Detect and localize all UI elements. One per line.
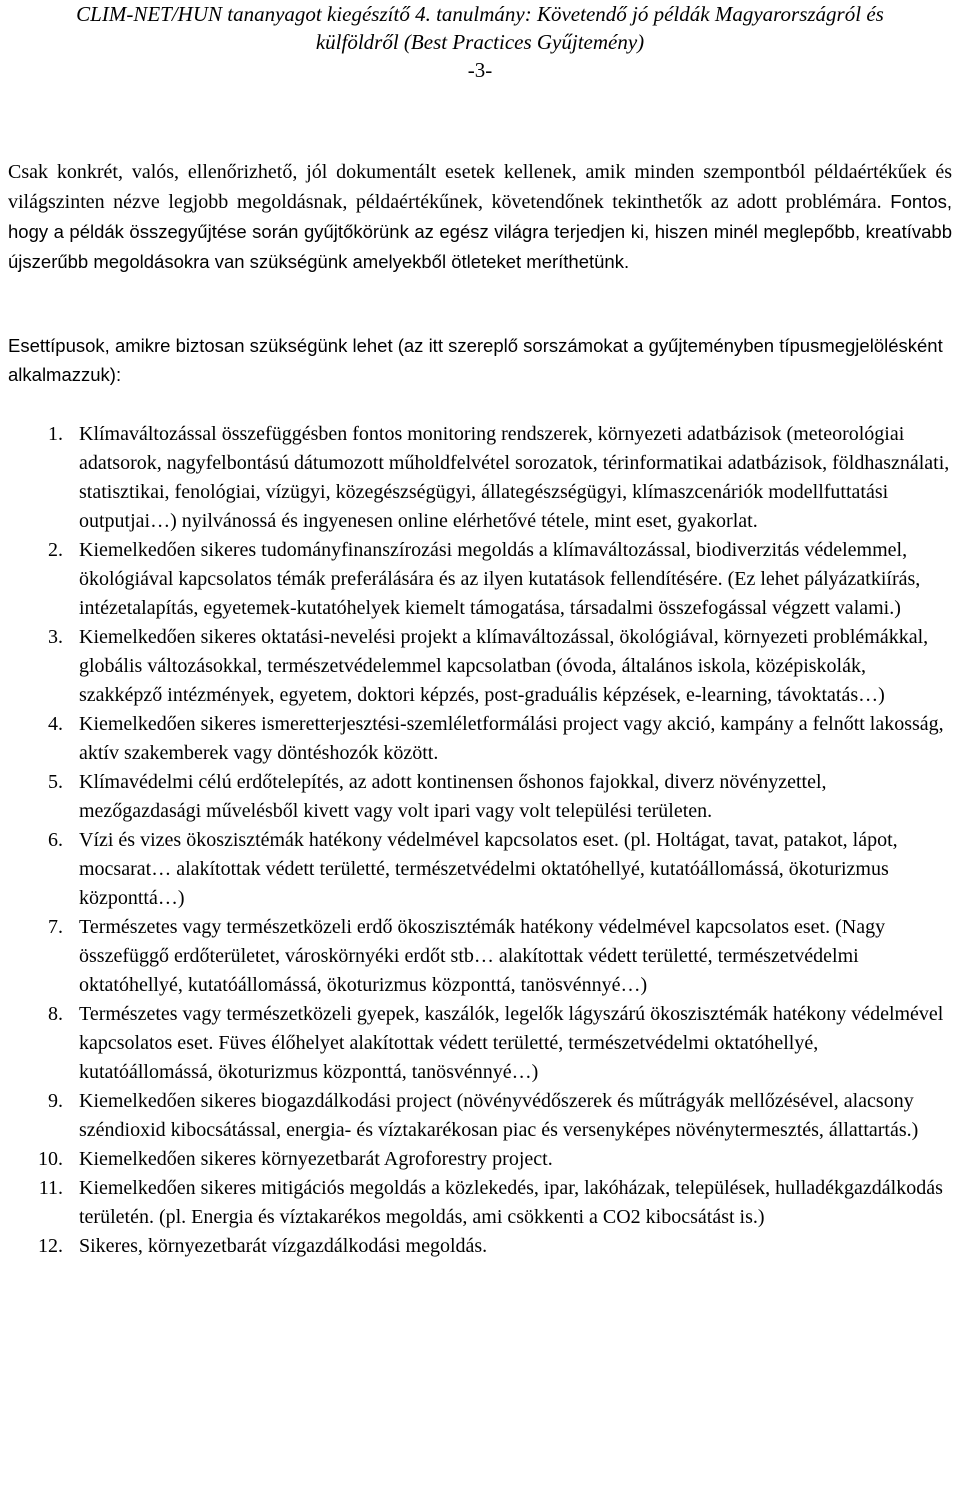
- intro-sans-text: Fontos, hogy a példák összegyűjtése során gyűjtőkörünk az egész világra terjedjen ki, hiszen minél meglepőbb, kreatívabb újszerűbb megoldásokra van szükségünk amelyekből ötleteket meríthetünk.: [8, 191, 952, 272]
- case-type-item: [0, 1000, 960, 1087]
- case-type-item: [0, 710, 960, 768]
- case-type-item: [0, 420, 960, 536]
- case-type-number: 2.: [48, 539, 63, 561]
- case-type-item: [0, 913, 960, 1000]
- case-type-text: Kiemelkedően sikeres környezetbarát Agroforestry project.: [79, 1148, 553, 1170]
- case-type-number: 6.: [48, 829, 63, 851]
- case-type-number: 11.: [38, 1177, 63, 1199]
- header-line-1: CLIM-NET/HUN tananyagot kiegészítő 4. tanulmány: Követendő jó példák Magyarországról és: [76, 2, 884, 26]
- case-type-number: 3.: [48, 626, 63, 648]
- case-type-text: Sikeres, környezetbarát vízgazdálkodási megoldás.: [79, 1235, 488, 1257]
- case-type-text: Természetes vagy természetközeli gyepek, kaszálók, legelők lágyszárú ökoszisztémák hatékony védelmével kapcsolatos eset. Füves élőhelyet alakítottak védett területté, természetvédelmi oktatóhellyé, kutatóállomássá, ökoturizmus központtá, tanösvénnyé…): [79, 1003, 944, 1083]
- case-type-number: 8.: [48, 1003, 63, 1025]
- case-type-number: 4.: [48, 713, 63, 735]
- intro-serif-text: Csak konkrét, valós, ellenőrizhető, jól dokumentált esetek kellenek, amik minden szempontból példaértékűek és világszinten nézve legjobb megoldásnak, példaértékűnek, követendőnek tekinthetők az adott problémára.: [8, 161, 952, 213]
- case-type-text: Kiemelkedően sikeres mitigációs megoldás a közlekedés, ipar, lakóházak, települések, hulladékgazdálkodás területén. (pl. Energia és víztakarékos megoldás, ami csökkenti a CO2 kibocsátást is.): [79, 1177, 943, 1228]
- case-type-number: 12.: [38, 1235, 63, 1257]
- case-type-number: 7.: [48, 916, 63, 938]
- case-type-text: Kiemelkedően sikeres oktatási-nevelési projekt a klímaváltozással, ökológiával, környezeti problémákkal, globális változásokkal, természetvédelemmel kapcsolatban (óvoda, általános iskola, középiskolák, szakképző intézmények, egyetem, doktori képzés, post-graduális képzések, e-learning, távoktatás…): [79, 626, 929, 706]
- case-type-item: [0, 623, 960, 710]
- header-line-2: külföldről (Best Practices Gyűjtemény): [315, 30, 645, 54]
- case-type-number: 10.: [38, 1148, 63, 1170]
- case-type-text: Klímaváltozással összefüggésben fontos monitoring rendszerek, környezeti adatbázisok (meteorológiai adatsorok, nagyfelbontású dátumozott műholdfelvétel sorozatok, térinformatikai adatbázisok, földhasználati, statisztikai, fenológiai, vízügyi, közegészségügyi, állategészségügyi, klímaszcenáriók modellfuttatási outputjai…) nyilvánossá és ingyenesen online elérhetővé tétele, mint eset, gyakorlat.: [79, 423, 950, 532]
- case-type-text: Klímavédelmi célú erdőtelepítés, az adott kontinensen őshonos fajokkal, diverz növényzettel, mezőgazdasági művelésből kivett vagy volt ipari vagy volt települési területen.: [79, 771, 827, 822]
- case-type-number: 9.: [48, 1090, 63, 1112]
- case-type-text: Vízi és vizes ökoszisztémák hatékony védelmével kapcsolatos eset. (pl. Holtágat, tavat, patakot, lápot, mocsarat… alakítottak védett területté, természetvédelmi oktatóhellyé, kutatóállomássá, ökoturizmus központtá…): [79, 829, 898, 909]
- case-type-item: [0, 536, 960, 623]
- case-type-text: Kiemelkedően sikeres tudományfinanszírozási megoldás a klímaváltozással, biodiverzitás védelemmel, ökológiával kapcsolatos témák preferálására és az ilyen kutatások fellendítésére. (Ez lehet pályázatkiírás, intézetalapítás, egyetemek-kutatóhelyek kiemelt támogatása, társadalmi összefogással végzett valami.): [79, 539, 921, 619]
- case-type-text: Természetes vagy természetközeli erdő ökoszisztémák hatékony védelmével kapcsolatos eset. (Nagy összefüggő erdőterületet, városkörnyéki erdőt stb… alakítottak védett területté, természetvédelmi oktatóhellyé, kutatóállomássá, ökoturizmus központtá, tanösvénnyé…): [79, 916, 886, 996]
- case-type-item: [0, 768, 960, 826]
- case-type-text: Kiemelkedően sikeres ismeretterjesztési-szemléletformálási project vagy akció, kampány a felnőtt lakosság, aktív szakemberek vagy döntéshozók között.: [79, 713, 944, 764]
- case-type-text: Kiemelkedően sikeres biogazdálkodási project (növényvédőszerek és műtrágyák mellőzésével, alacsony széndioxid kibocsátással, energia- és víztakarékosan piac és versenyképes növénytermesztés, állattartás.): [79, 1090, 919, 1141]
- case-type-item: [0, 1174, 960, 1232]
- case-types-intro: Esettípusok, amikre biztosan szükségünk lehet (az itt szereplő sorszámokat a gyűjteményben típusmegjelölésként alkalmazzuk):: [8, 335, 943, 385]
- case-type-number: 5.: [48, 771, 63, 793]
- case-type-item: [0, 1232, 960, 1261]
- intro-paragraph: [8, 158, 952, 277]
- page-number: -3-: [467, 58, 493, 82]
- case-type-item: [0, 826, 960, 913]
- case-type-item: [0, 1145, 960, 1174]
- case-type-item: [0, 1087, 960, 1145]
- page-header: [0, 0, 960, 56]
- case-type-number: 1.: [48, 423, 63, 445]
- case-type-list: [0, 420, 960, 1261]
